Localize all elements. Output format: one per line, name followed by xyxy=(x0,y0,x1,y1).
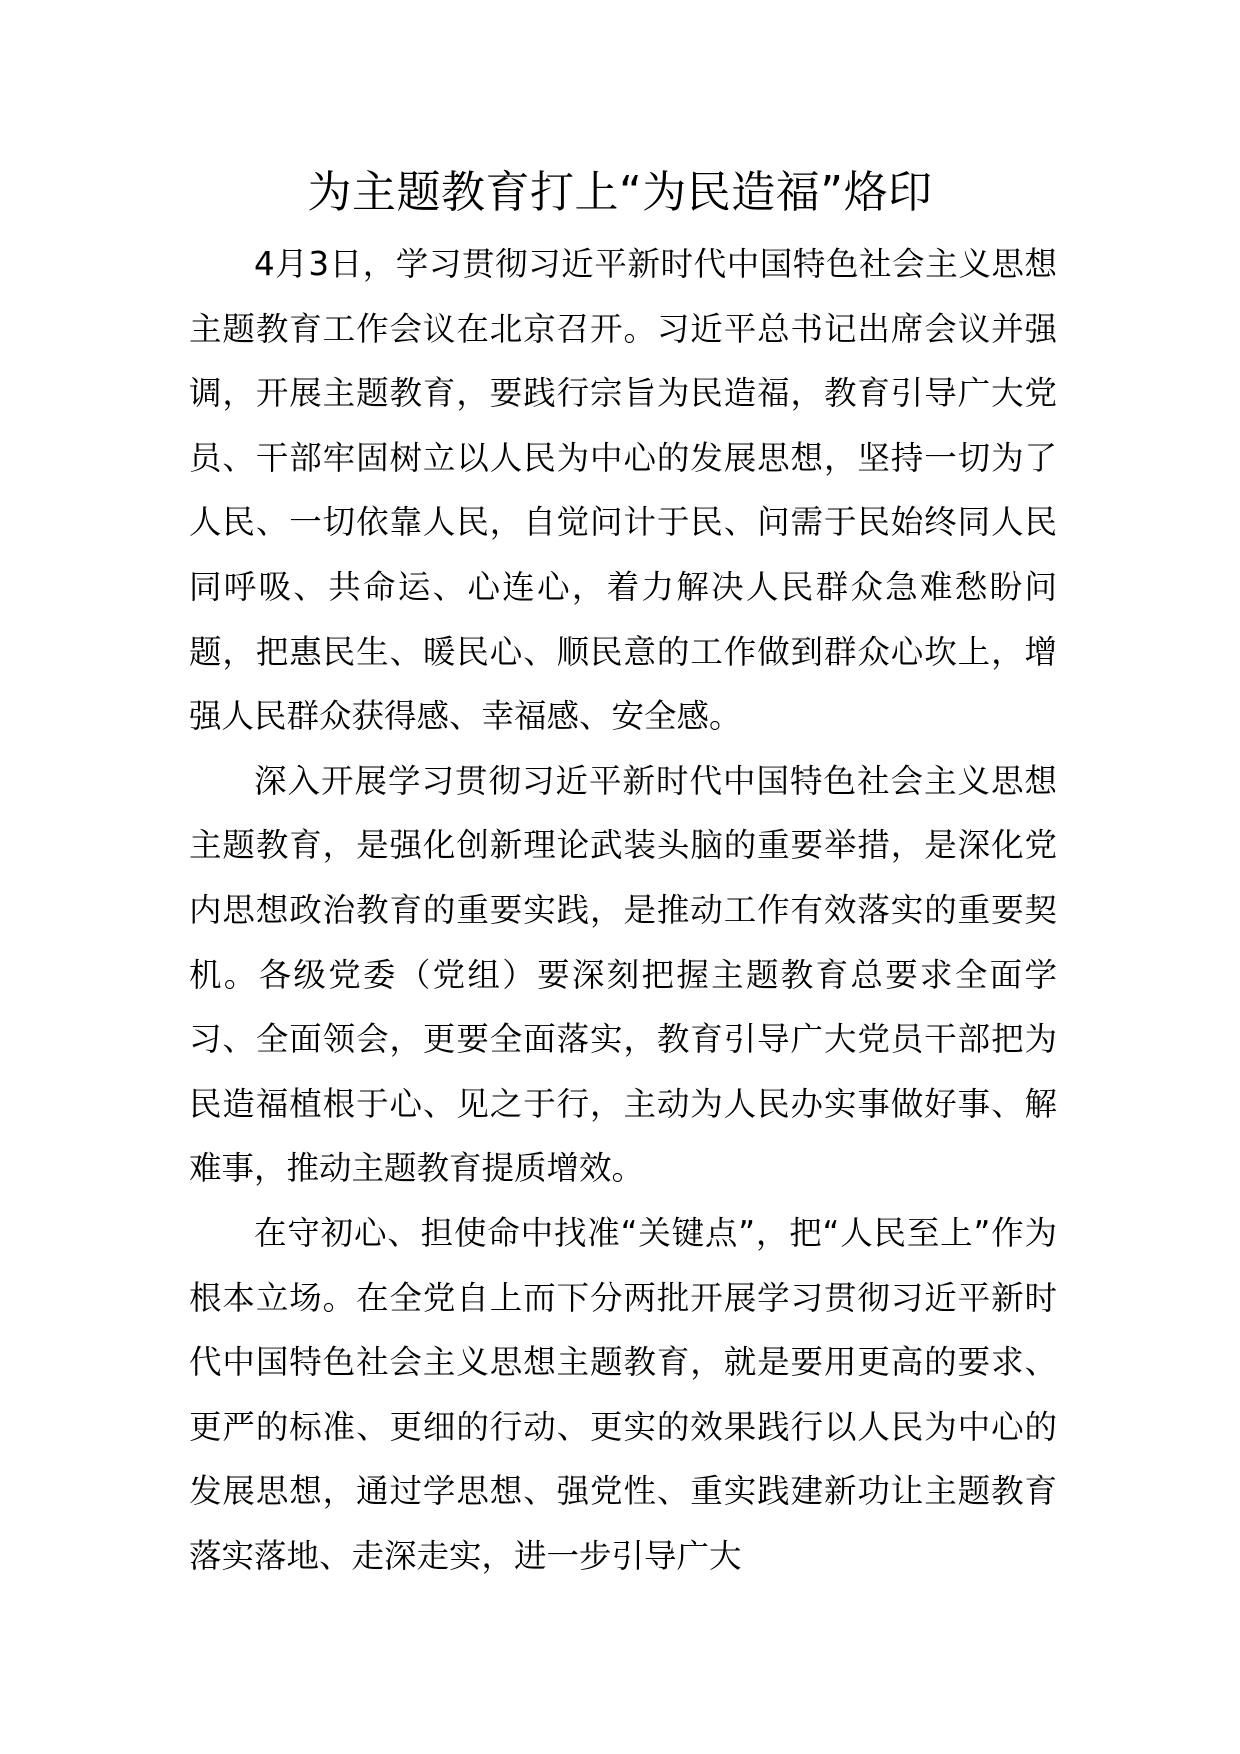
document-body xyxy=(189,232,1057,1588)
document-title: 为主题教育打上“为民造福”烙印 xyxy=(307,167,933,218)
paragraph-3: 在守初心、担使命中找准“关键点”，把“人民至上”作为根本立场。在全党自上而下分两批开展学习贯彻习近平新时代中国特色社会主义思想主题教育，就是要用更高的要求、更严的标准、更细的行动、更实的效果践行以人民为中心的发展思想，通过学思想、强党性、重实践建新功让主题教育落实落地、走深走实，进一步引导广大 xyxy=(189,1213,1057,1575)
paragraph-1: 4月3日，学习贯彻习近平新时代中国特色社会主义思想主题教育工作会议在北京召开。习近平总书记出席会议并强调，开展主题教育，要践行宗旨为民造福，教育引导广大党员、干部牢固树立以人民为中心的发展思想，坚持一切为了人民、一切依靠人民，自觉问计于民、问需于民始终同人民同呼吸、共命运、心连心，着力解决人民群众急难愁盼问题，把惠民生、暖民心、顺民意的工作做到群众心坎上，增强人民群众获得感、幸福感、安全感。 xyxy=(189,245,1057,736)
paragraph-2: 深入开展学习贯彻习近平新时代中国特色社会主义思想主题教育，是强化创新理论武装头脑的重要举措，是深化党内思想政治教育的重要实践，是推动工作有效落实的重要契机。各级党委（党组）要深刻把握主题教育总要求全面学习、全面领会，更要全面落实，教育引导广大党员干部把为民造福植根于心、见之于行，主动为人民办实事做好事、解难事，推动主题教育提质增效。 xyxy=(189,761,1057,1188)
